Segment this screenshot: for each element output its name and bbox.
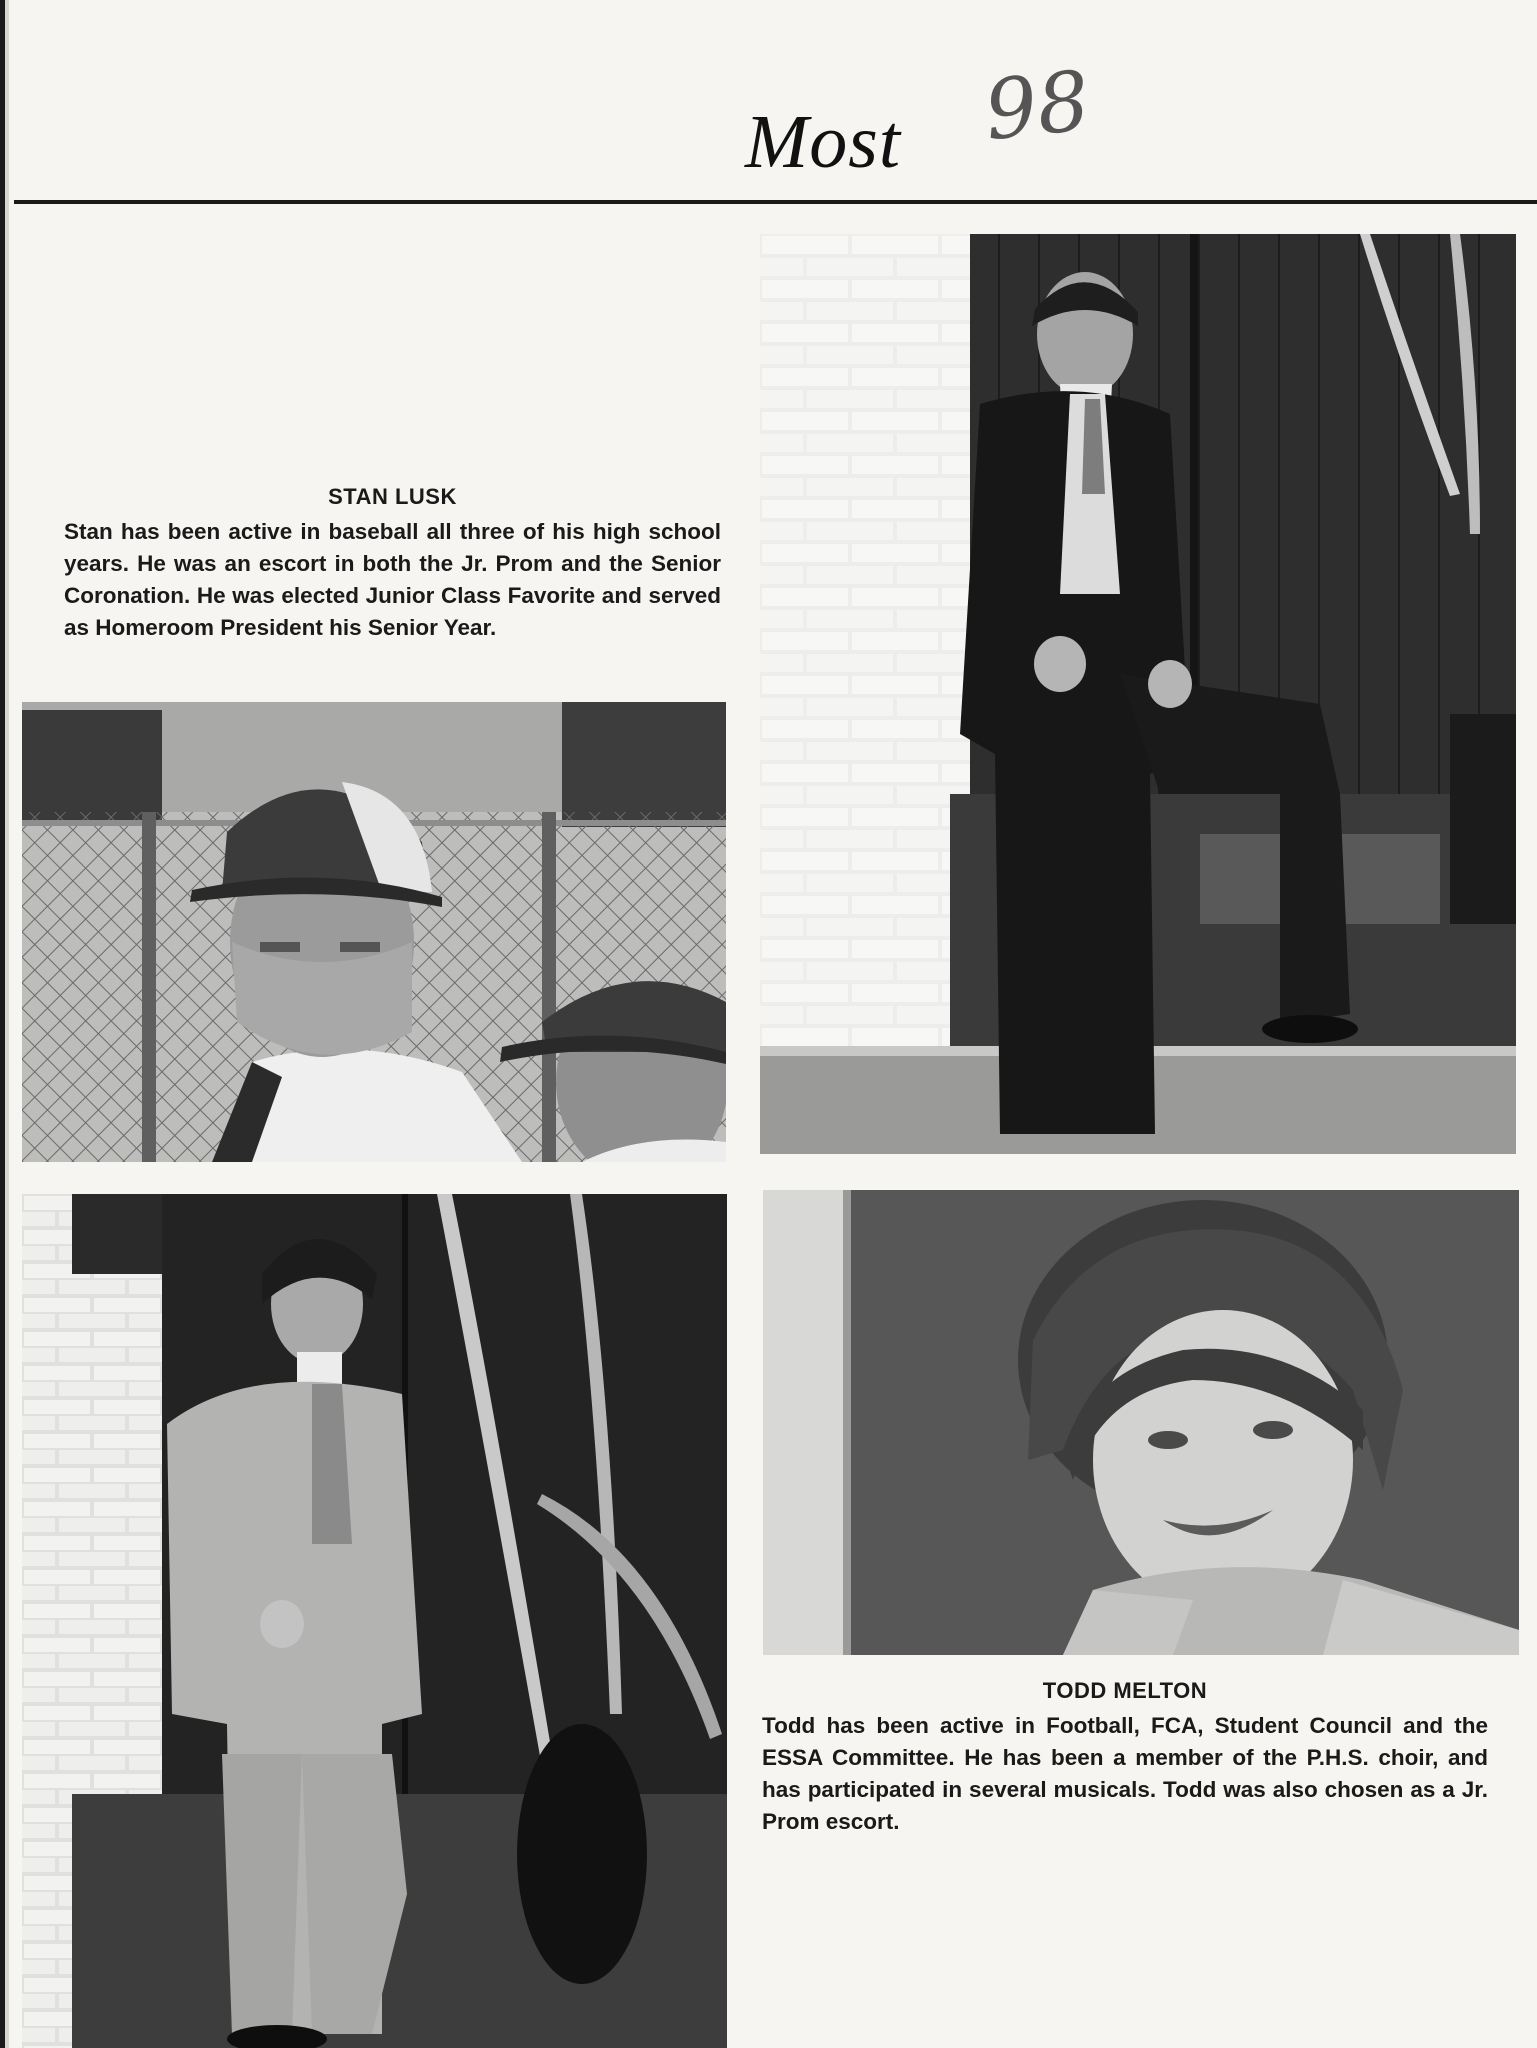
profile-name: STAN LUSK [328, 484, 457, 509]
stan-lusk-caption [64, 484, 721, 644]
dark-suit-photo [760, 234, 1516, 1154]
todd-melton-caption [762, 1678, 1488, 1838]
light-suit-photo [22, 1194, 727, 2048]
portrait-photo [763, 1190, 1519, 1655]
profile-bio: Todd has been active in Football, FCA, Student Council and the ESSA Committee. He has been a member of the P.H.S. choir, and has participated in several musicals. Todd was also chosen as a Jr. Prom escort. [762, 1713, 1488, 1834]
handwritten-page-number: 98 [980, 53, 1094, 160]
profile-name: TODD MELTON [1042, 1678, 1208, 1703]
page-title: Most [745, 100, 901, 184]
baseball-caps-photo [22, 702, 726, 1162]
header-rule [14, 200, 1537, 204]
profile-bio: Stan has been active in baseball all three of his high school years. He was an escort in both the Jr. Prom and the Senior Coronation. He was elected Junior Class Favorite and served as Homeroom President his Senior Year. [64, 519, 721, 640]
binding-edge [0, 0, 14, 2048]
